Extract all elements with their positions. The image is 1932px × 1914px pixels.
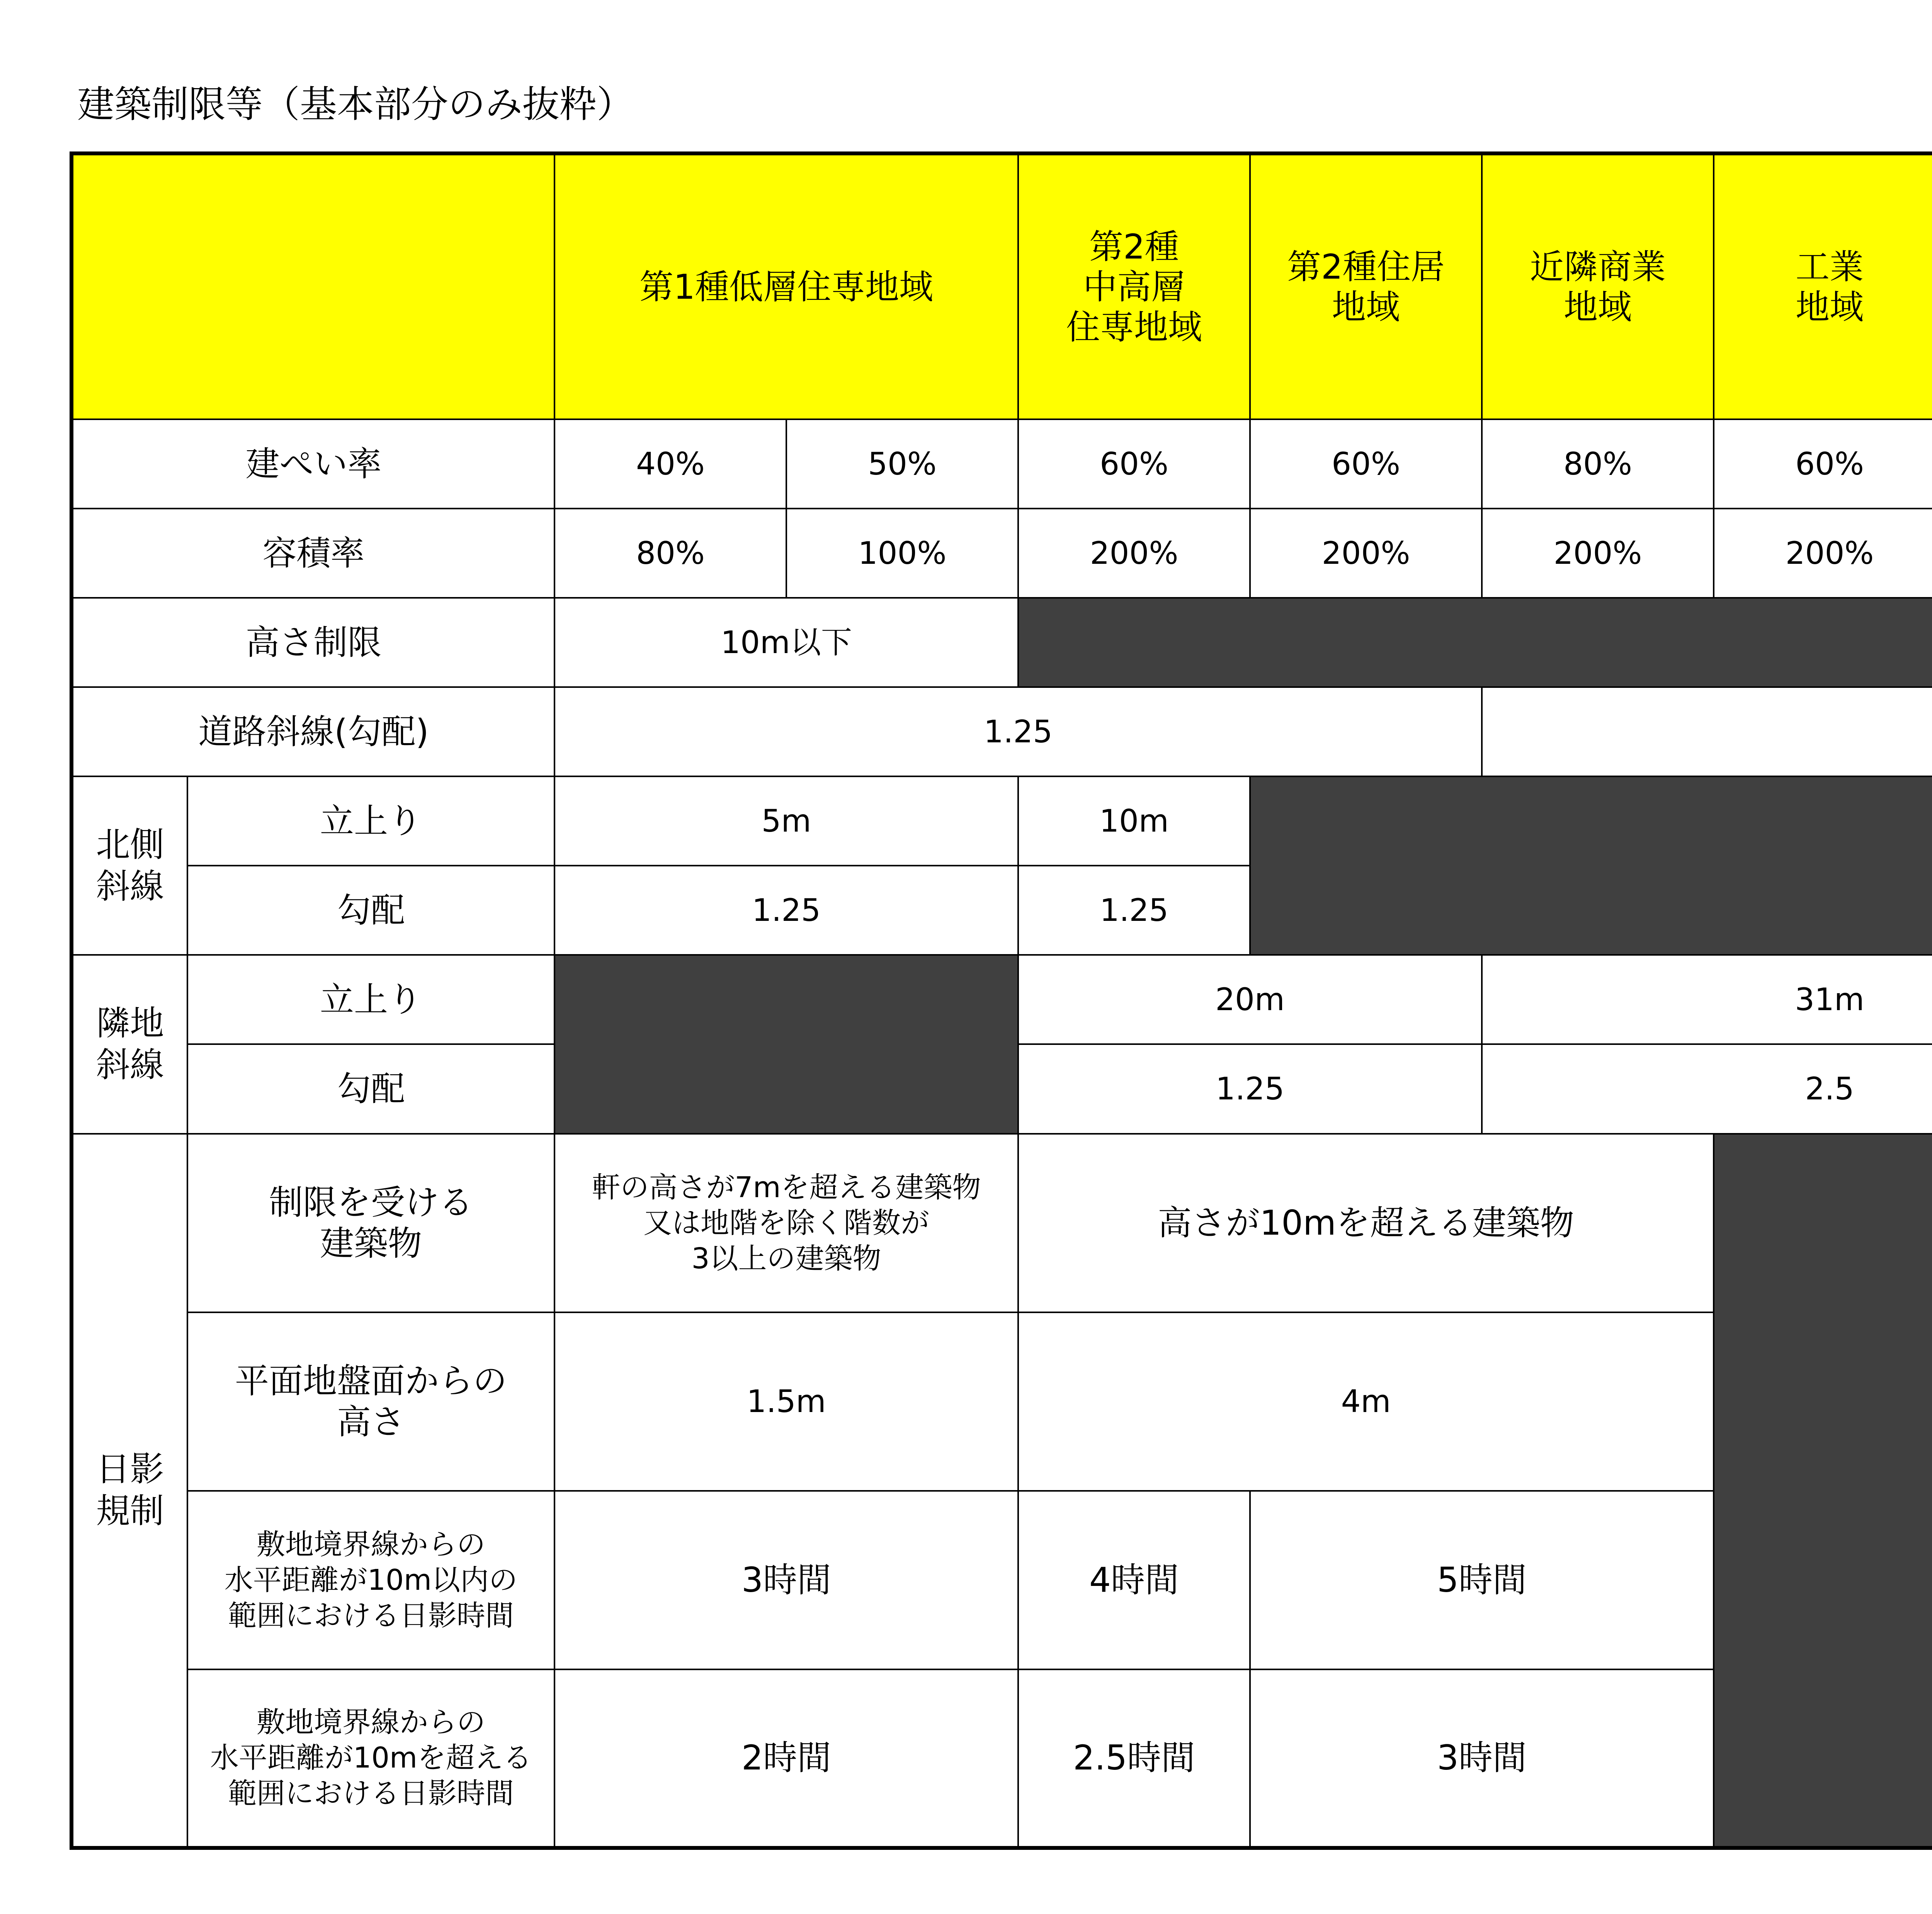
shadow-within10-label: 敷地境界線からの 水平距離が10m以内の 範囲における日影時間 [187, 1491, 554, 1669]
height-limit-value: 10m以下 [554, 598, 1018, 687]
table-cell: 2.5 [1482, 1044, 1932, 1133]
table-cell: 80% [554, 509, 786, 598]
table-cell: 10m [1018, 776, 1250, 866]
height-limit-label: 高さ制限 [71, 598, 554, 687]
table-cell: 200% [1714, 509, 1932, 598]
table-cell: 31m [1482, 955, 1932, 1044]
road-setback-value-residential: 1.25 [554, 687, 1482, 776]
shadow-target-label: 制限を受ける 建築物 [187, 1134, 554, 1312]
header-zone-1: 第1種低層住専地域 [554, 153, 1018, 419]
table-cell: 60% [1714, 419, 1932, 509]
table-cell: 100% [786, 509, 1018, 598]
table-cell: 20m [1018, 955, 1482, 1044]
table-cell: 1.25 [1018, 1044, 1482, 1133]
table-cell: 40% [554, 419, 786, 509]
table-cell: 1.5m [554, 1312, 1018, 1491]
far-row [71, 509, 1932, 598]
table-cell: 200% [1018, 509, 1250, 598]
height-limit-row [71, 598, 1932, 687]
header-row [71, 153, 1932, 419]
header-zone-4: 近隣商業 地域 [1482, 153, 1714, 419]
north-rise-label: 立上り [187, 776, 554, 866]
shadow-beyond10-label: 敷地境界線からの 水平距離が10mを超える 範囲における日影時間 [187, 1669, 554, 1848]
not-applicable-cell [554, 955, 1018, 1133]
table-cell: 2.5時間 [1018, 1669, 1250, 1848]
table-cell: 60% [1250, 419, 1482, 509]
coverage-row [71, 419, 1932, 509]
shadow-beyond10-row [71, 1669, 1932, 1848]
coverage-label: 建ぺい率 [71, 419, 554, 509]
table-cell: 80% [1482, 419, 1714, 509]
road-setback-row [71, 687, 1932, 776]
header-zone-3: 第2種住居 地域 [1250, 153, 1482, 419]
table-cell: 1.25 [1018, 866, 1250, 955]
table-cell: 50% [786, 419, 1018, 509]
shadow-height-label: 平面地盤面からの 高さ [187, 1312, 554, 1491]
table-cell: 5m [554, 776, 1018, 866]
adjacent-setback-group-label: 隣地 斜線 [71, 955, 187, 1133]
north-rise-row [71, 776, 1932, 866]
north-setback-group-label: 北側 斜線 [71, 776, 187, 955]
adjacent-rise-label: 立上り [187, 955, 554, 1044]
table-cell: 3時間 [1250, 1669, 1714, 1848]
shadow-target-row [71, 1134, 1932, 1312]
header-corner [71, 153, 554, 419]
adjacent-rise-row [71, 955, 1932, 1044]
table-cell: 高さが10mを超える建築物 [1018, 1134, 1714, 1312]
far-label: 容積率 [71, 509, 554, 598]
shadow-group-label: 日影 規制 [71, 1134, 187, 1848]
table-cell: 4時間 [1018, 1491, 1250, 1669]
road-setback-value-other [1482, 687, 1932, 776]
table-cell: 4m [1018, 1312, 1714, 1491]
table-cell: 1.25 [554, 866, 1018, 955]
road-setback-label: 道路斜線(勾配) [71, 687, 554, 776]
north-slope-label: 勾配 [187, 866, 554, 955]
table-cell: 5時間 [1250, 1491, 1714, 1669]
header-zone-5: 工業 地域 [1714, 153, 1932, 419]
table-cell: 3時間 [554, 1491, 1018, 1669]
table-cell: 200% [1250, 509, 1482, 598]
adjacent-slope-label: 勾配 [187, 1044, 554, 1133]
shadow-within10-row [71, 1491, 1932, 1669]
table-cell: 60% [1018, 419, 1250, 509]
shadow-height-row [71, 1312, 1932, 1491]
table-cell: 軒の高さが7mを超える建築物 又は地階を除く階数が 3以上の建築物 [554, 1134, 1018, 1312]
not-applicable-cell [1250, 776, 1932, 955]
building-restrictions-table [70, 151, 1932, 1850]
table-cell: 200% [1482, 509, 1714, 598]
page-title: 建築制限等（基本部分のみ抜粋） [77, 83, 634, 126]
not-applicable-cell [1714, 1134, 1932, 1848]
header-zone-2: 第2種 中高層 住専地域 [1018, 153, 1250, 419]
not-applicable-cell [1018, 598, 1932, 687]
table-cell: 2時間 [554, 1669, 1018, 1848]
